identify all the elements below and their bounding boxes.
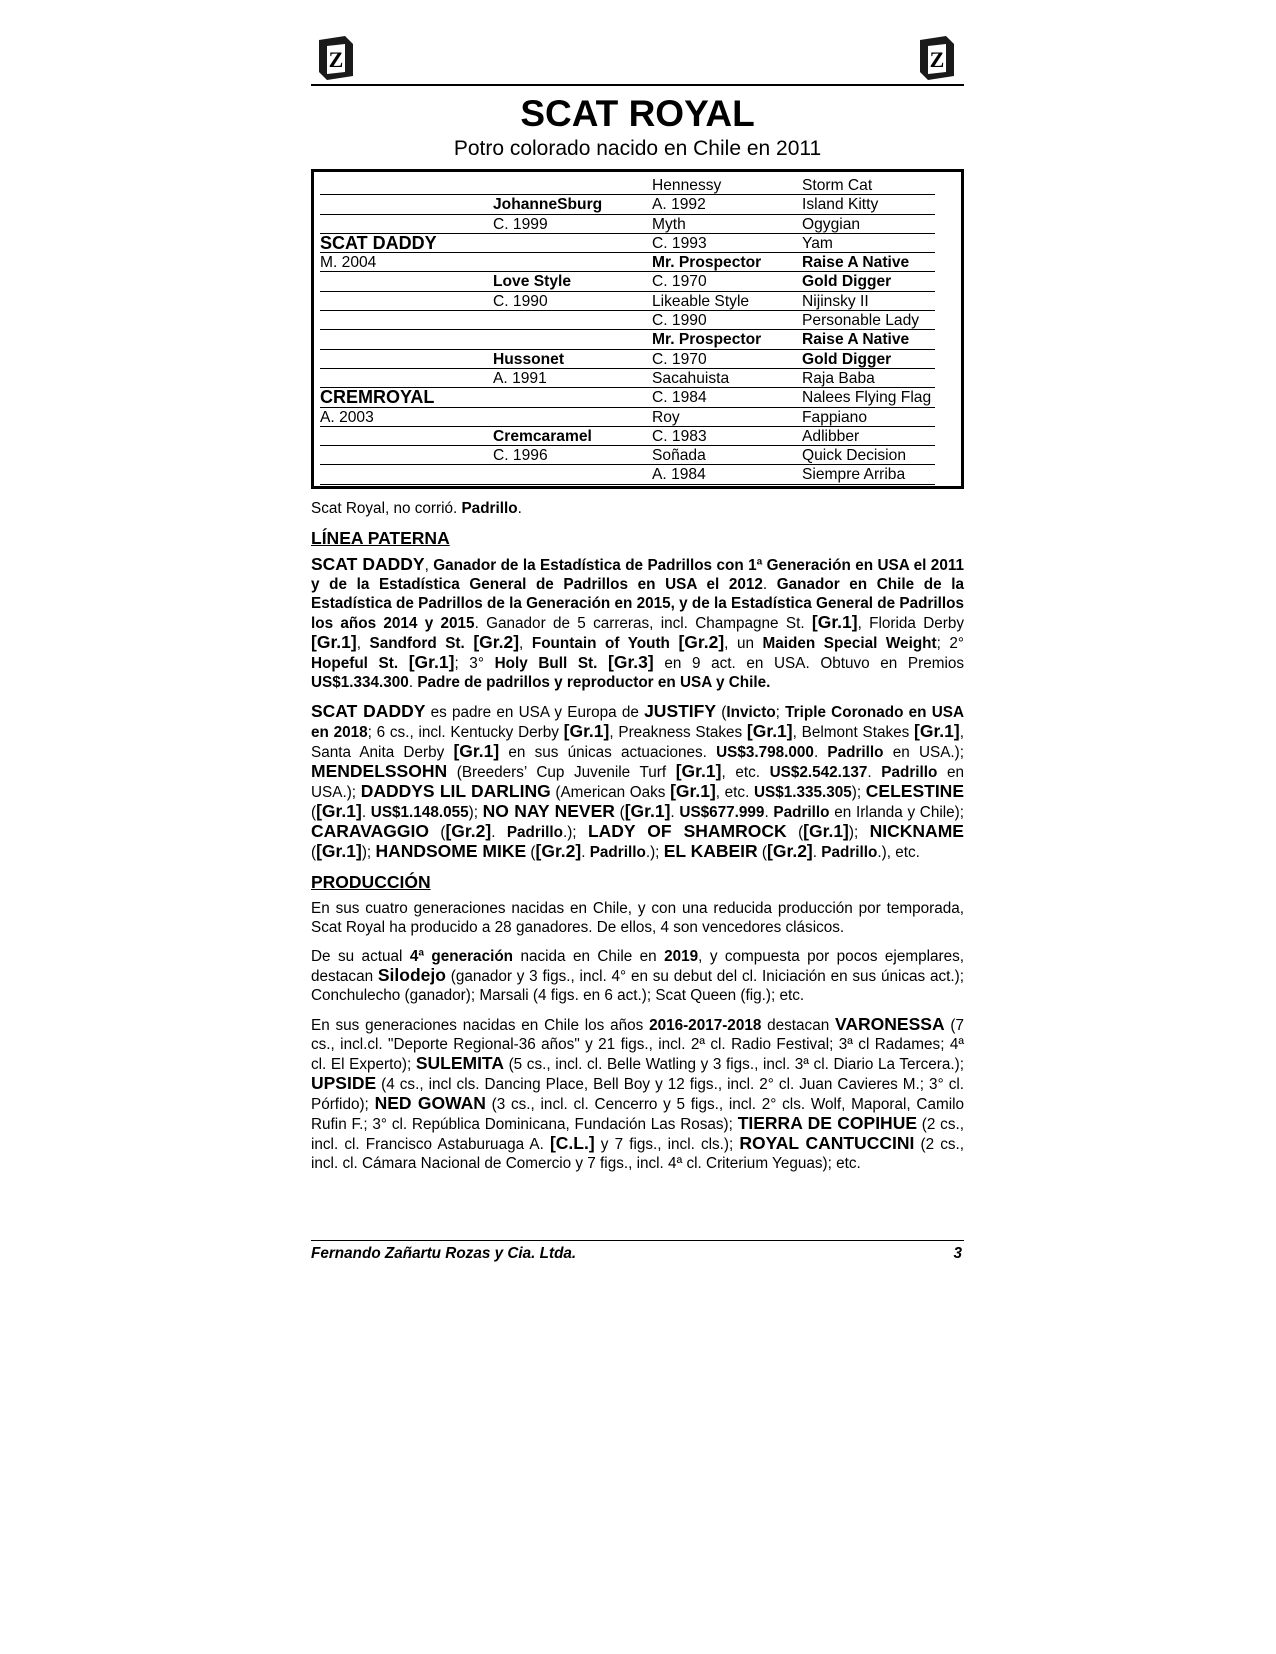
text-run: ); [567,823,588,841]
pedigree-cell-c3: C. 1984 [652,389,707,407]
horse-name: CELESTINE [865,780,964,801]
pedigree-cell-c4: Gold Digger [802,350,892,368]
pedigree-row [320,446,939,465]
horse-name: VARONESSA [835,1013,945,1034]
horse-name: MENDELSSOHN [311,760,448,781]
text-run: Padrillo [827,743,884,761]
pedigree-row [320,176,939,195]
horse-name: Silodejo [377,964,446,985]
text-run: US$1.335.305 [753,783,852,801]
grade-label: [Gr.1] [670,780,716,801]
grade-label: [Gr.1] [563,720,610,741]
zr-logo-icon [916,34,960,82]
text-run: ; [775,703,786,721]
text-run: en USA.); [883,743,964,761]
text-run: . [562,823,568,841]
text-run: US$1.334.300 [311,673,409,691]
pedigree-cell-c3: C. 1970 [652,350,707,368]
text-run: ); [851,783,866,801]
pedigree-row [320,272,939,291]
grade-label: [Gr.2] [535,840,582,861]
text-run: es padre en USA y Europa de [425,703,645,721]
text-run: en USA.); [311,763,965,801]
horse-name: NED GOWAN [374,1092,486,1113]
pedigree-cell-c4: Raise A Native [802,254,910,272]
text-run: (5 cs., incl. cl. Belle Watling y 3 figs., incl. 3ª cl. Diario La Tercera.); [503,1055,964,1073]
horse-name: SULEMITA [415,1052,504,1073]
pedigree-cell-c1: A. 2003 [320,408,374,426]
text-run: Ganador de la Estadística de Padrillos con 1ª Generación en USA el 2011 y de la Estadística General de Padrillos en USA el 2012 [311,556,964,593]
pedigree-cell-c4: Nalees Flying Flag [802,389,932,407]
text-run: en Irlanda y Chile); [829,803,965,821]
pedigree-row [320,311,939,330]
horse-name: SCAT DADDY [311,553,425,574]
pedigree-cell-c2: Hussonet [493,350,565,368]
text-run: 2019 [664,947,699,965]
text-run: .); [645,843,664,861]
pedigree-cell-c2: C. 1990 [493,292,548,310]
text-run: . [762,575,777,593]
pedigree-cell-c2: A. 1991 [493,369,547,387]
pedigree-row [320,215,939,234]
grade-label: [Gr.1] [811,611,858,632]
text-run: ); [848,823,870,841]
racing-note: Scat Royal, no corrió. Padrillo. [311,499,522,517]
page-number: 3 [953,1245,962,1262]
text-run: US$3.798.000 [716,743,814,761]
pedigree-cell-c3: Soñada [652,447,706,465]
pedigree-cell-c4: Adlibber [802,427,860,445]
text-run: , Florida Derby [857,614,965,632]
text-run: En sus generaciones nacidas en Chile los años [311,1016,650,1034]
text-run: (2 cs., incl. cl. Cámara Nacional de Comercio y 7 figs., incl. 4ª cl. Criterium Yeguas); etc. [311,1135,964,1172]
text-run: 2016-2017-2018 [649,1016,762,1034]
horse-name: JUSTIFY [644,700,717,721]
text-run: . [812,843,822,861]
footer-company: Fernando Zañartu Rozas y Cia. Ltda. [311,1245,577,1262]
text-run: (7 cs., incl.cl. "Deporte Regional-36 años" y 21 figs., incl. 2ª cl. Radio Festival; 3ª cl Radames; 4ª cl. El Experto); [311,1016,964,1073]
text-run: Hopeful St. [311,654,409,672]
text-run: ; 3° [454,654,495,672]
grade-label: [Gr.1] [624,800,671,821]
pedigree-cell-c1: M. 2004 [320,254,377,272]
pedigree-cell-c2: JohanneSburg [493,196,603,214]
text-run: US$2.542.137 [769,763,868,781]
text-run: Holy Bull St. [494,654,609,672]
text-run: En sus cuatro generaciones nacidas en Chile, y con una reducida producción por temporada, Scat Royal ha producido a 28 ganadores. De ellos, 4 son vencedores clásicos. [311,899,964,936]
section-heading-linea-paterna: LÍNEA PATERNA [311,527,450,548]
grade-label: [Gr.1] [408,651,455,672]
text-run: ; 2° [936,634,965,652]
grade-label: [Gr.2] [473,631,520,652]
text-run: (Breeders’ Cup Juvenile Turf [447,763,676,781]
svg-text:Z: Z [929,47,945,72]
pedigree-cell-c3: Mr. Prospector [652,331,762,349]
text-run: Padrillo [773,803,830,821]
grade-label: [Gr.1] [316,840,362,861]
text-run: , etc. [721,763,770,781]
grade-label: [Gr.1] [675,760,722,781]
text-run: Triple Coronado en USA en 2018 [311,703,964,741]
pedigree-cell-c2: Love Style [493,273,571,291]
grade-label: [Gr.2] [767,840,813,861]
pedigree-row [320,369,939,388]
text-run: Fountain of Youth [531,634,679,652]
horse-name: LADY OF SHAMROCK [587,820,787,841]
grade-label: [Gr.1] [803,820,849,841]
text-run: , [424,556,434,574]
pedigree-cell-c3: Mr. Prospector [652,254,762,272]
text-run: Maiden Special Weight [762,634,937,652]
grade-label: [Gr.1] [311,631,357,652]
pedigree-cell-c2: C. 1999 [493,215,548,233]
text-run: destacan [761,1016,836,1034]
text-run: , un [724,634,763,652]
grade-label: [Gr.1] [914,720,960,741]
text-run: Padrillo [821,843,878,861]
pedigree-cell-c4: Ogygian [802,215,861,233]
pedigree-cell-c4: Personable Lady [802,312,920,330]
text-run: ( [311,803,317,821]
text-run: en 9 act. en USA. Obtuvo en Premios [653,654,965,672]
horse-name: HANDSOME MIKE [375,840,527,861]
pedigree-row [320,408,939,427]
text-run: Ganador en Chile de la Estadística de Padrillos de la Generación en 2015, y de la Estadística General de Padrillos los años 2014 y 2015 [311,575,965,632]
paragraph-earlier-generations [311,1015,964,1173]
pedigree-cell-c4: Siempre Arriba [802,466,906,484]
pedigree-cell-c3: A. 1992 [652,196,706,214]
svg-text:Z: Z [328,47,344,72]
pedigree-cell-c3: Hennessy [652,177,722,194]
text-run: Padrillo [506,823,563,841]
text-run: US$677.999 [679,803,765,821]
text-run: , [356,634,370,652]
text-run: 4ª generación [409,947,514,965]
text-run: . [670,803,680,821]
horse-name: UPSIDE [311,1072,377,1093]
pedigree-cell-c4: Fappiano [802,408,868,426]
pedigree-cell-c4: Yam [802,234,833,252]
text-run: , Belmont Stakes [792,723,915,741]
pedigree-row [320,330,939,349]
text-run: Padrillo [589,843,646,861]
pedigree-cell-c3: A. 1984 [652,466,706,484]
text-run: Padre de padrillos y reproductor en USA y Chile. [417,673,771,691]
text-run: en sus únicas actuaciones. [499,743,717,761]
text-run: .), etc. [877,843,920,861]
text-run: y 7 figs., incl. cls.); [594,1135,740,1153]
pedigree-cell-c1: SCAT DADDY [320,232,437,253]
pedigree-row [320,427,939,446]
paragraph-offspring [311,702,964,862]
grade-label: [Gr.1] [453,740,500,761]
text-run: . Ganador de 5 carreras, incl. Champagne St. [474,614,812,632]
grade-label: [Gr.2] [445,820,492,841]
horse-name: NO NAY NEVER [482,800,615,821]
horse-name: EL KABEIR [663,840,758,861]
pedigree-cell-c2: Cremcaramel [493,427,592,445]
horse-name: TIERRA DE COPIHUE [737,1112,918,1133]
pedigree-cell-c3: Sacahuista [652,369,730,387]
text-run: ; 6 cs., incl. Kentucky Derby [367,723,564,741]
pedigree-cell-c4: Raja Baba [802,369,875,387]
pedigree-rule [652,484,802,485]
page-title: SCAT ROYAL [520,93,755,134]
grade-label: [Gr.1] [746,720,793,741]
pedigree-cell-c3: Myth [652,215,686,233]
pedigree-row [320,253,939,272]
pedigree-row [320,388,939,407]
pedigree-cell-c3: C. 1993 [652,234,707,252]
text-run: . [581,843,590,861]
text-run: ); [468,803,483,821]
text-run: . [361,803,371,821]
text-run: . [764,803,774,821]
horse-name: DADDYS LIL DARLING [360,780,551,801]
text-run: Padrillo [881,763,938,781]
pedigree-rule [320,484,652,485]
text-run: , Preakness Stakes [609,723,747,741]
document-page [311,34,964,1173]
text-run: Sandford St. [369,634,474,652]
pedigree-cell-c3: C. 1970 [652,273,707,291]
pedigree-cell-c4: Gold Digger [802,273,892,291]
pedigree-cell-c4: Storm Cat [802,177,873,194]
horse-name: NICKNAME [869,820,964,841]
text-run: . [813,743,828,761]
text-run: . [867,763,882,781]
text-run: (3 cs., incl. cl. Cencerro y 5 figs., incl. 2° cls. Wolf, Maporal, Camilo Rufin F.; 3° cl. República Dominicana, Fundación Las Rosas); [311,1095,964,1133]
text-run: (American Oaks [550,783,671,801]
text-run: , Santa Anita Derby [311,723,964,761]
page-subtitle: Potro colorado nacido en Chile en 2011 [453,137,822,160]
text-run: . [491,823,507,841]
pedigree-cell-c3: C. 1990 [652,312,707,330]
text-run: ( [786,823,804,841]
text-run: . [408,673,418,691]
page-footer [311,1240,964,1263]
pedigree-cell-c4: Nijinsky II [802,292,869,310]
text-run: ( [614,803,625,821]
text-run: ); [361,843,376,861]
paragraph-production-summary [311,899,964,937]
grade-label: [Gr.1] [316,800,362,821]
page-header [311,34,964,86]
text-run: (4 cs., incl cls. Dancing Place, Bell Boy y 12 figs., incl. 2° cl. Juan Cavieres M.; 3° cl. Pórfido); [311,1075,964,1113]
pedigree-row [320,195,939,214]
text-run: ( [716,703,727,721]
horse-name: SCAT DADDY [311,700,426,721]
pedigree-row [320,465,939,484]
pedigree-cell-c4: Raise A Native [802,331,910,349]
zr-logo-icon [315,34,359,82]
pedigree-cell-c1: CREMROYAL [320,387,435,408]
pedigree-rule [802,484,935,485]
text-run: , etc. [715,783,754,801]
horse-name: CARAVAGGIO [311,820,429,841]
text-run: US$1.148.055 [370,803,469,821]
pedigree-row [320,234,939,253]
text-run: ( [757,843,768,861]
pedigree-cell-c2: C. 1996 [493,447,548,465]
pedigree-cell-c3: Likeable Style [652,292,750,310]
text-run: nacida en Chile en [513,947,665,965]
text-run: ( [311,843,317,861]
text-run: ( [428,823,446,841]
paragraph-scat-daddy [311,555,964,692]
text-run: , [519,634,532,652]
section-heading-produccion: PRODUCCIÓN [311,871,431,892]
grade-label: [C.L.] [549,1132,595,1153]
text-run: (ganador y 3 figs., incl. 4° en su debut del cl. Iniciación en sus únicas act.); Conchulecho (ganador); Marsali (4 figs. en 6 act.); Scat Queen (fig.); etc. [311,967,964,1004]
pedigree-row [320,350,939,369]
pedigree-cell-c4: Quick Decision [802,447,906,465]
pedigree-cell-c3: C. 1983 [652,427,707,445]
paragraph-4th-generation [311,947,964,1005]
pedigree-cell-c4: Island Kitty [802,196,879,214]
pedigree-table [311,169,964,489]
grade-label: [Gr.2] [678,631,725,652]
text-run: De su actual [311,947,410,965]
pedigree-row [320,292,939,311]
text-run: , y compuesta por pocos ejemplares, destacan [311,947,964,985]
grade-label: [Gr.3] [608,651,654,672]
pedigree-cell-c3: Roy [652,408,680,426]
horse-name: ROYAL CANTUCCINI [739,1132,915,1153]
text-run: (2 cs., incl. cl. Francisco Astaburuaga A. [311,1115,964,1153]
text-run: ( [526,843,536,861]
text-run: Invicto [726,703,776,721]
